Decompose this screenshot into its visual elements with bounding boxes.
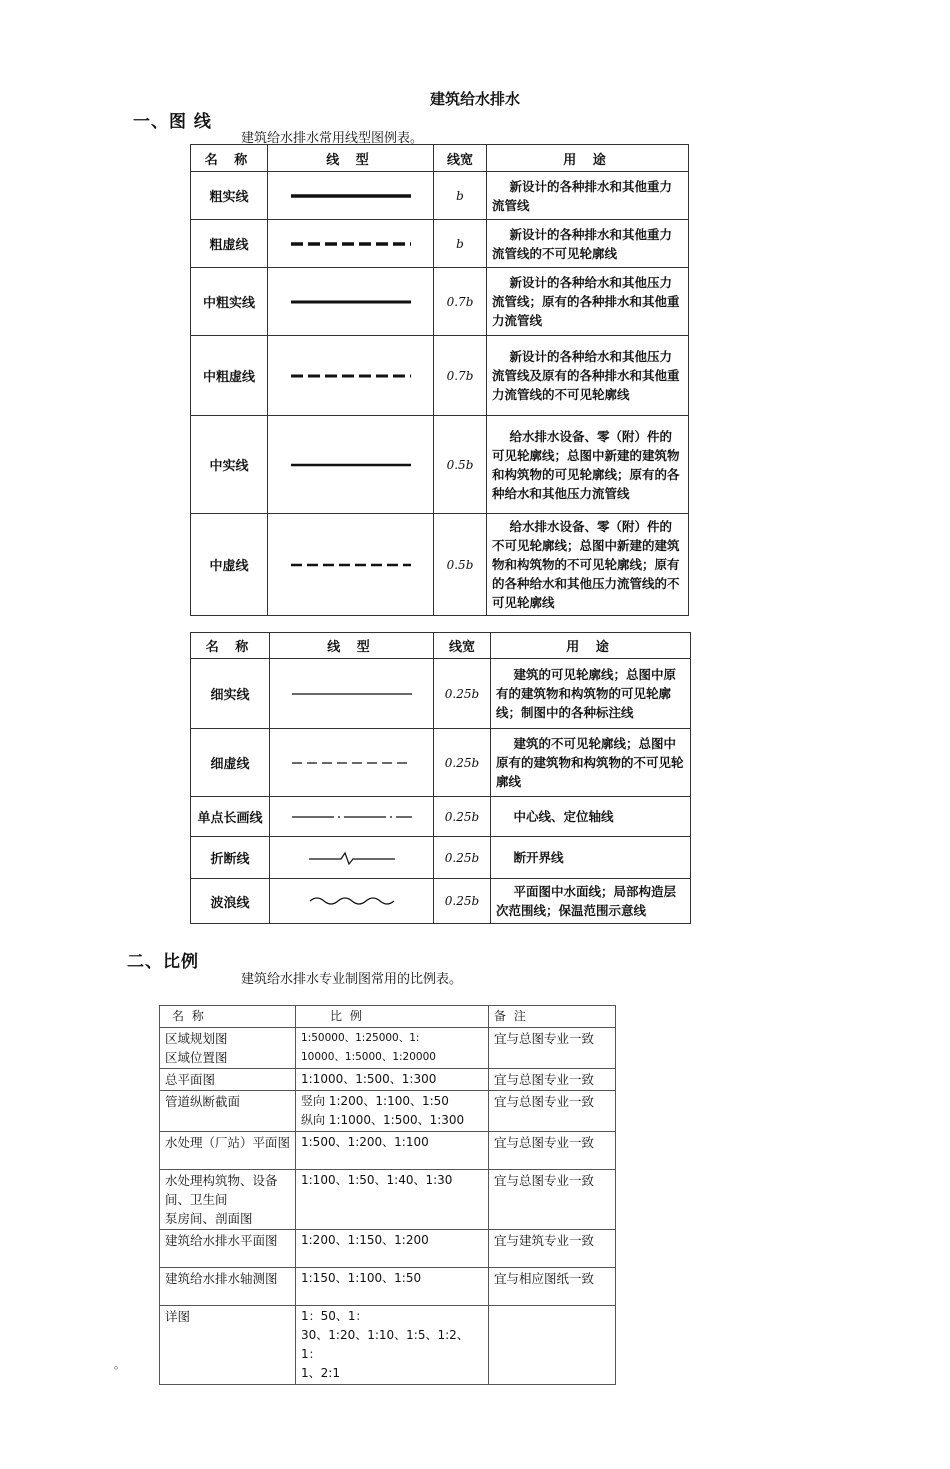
scale-value: 竖向 1:200、1:100、1:50 纵向 1:1000、1:500、1:300 bbox=[296, 1091, 489, 1132]
line-name: 细虚线 bbox=[191, 729, 270, 797]
section2-heading: 二、比例 bbox=[127, 952, 199, 972]
scale-value: 1:150、1:100、1:50 bbox=[296, 1268, 489, 1306]
line-type-table bbox=[190, 144, 689, 616]
scale-name: 详图 bbox=[160, 1306, 296, 1385]
table-row bbox=[191, 514, 689, 616]
scale-note: 宜与总图专业一致 bbox=[489, 1091, 616, 1132]
line-width: b bbox=[434, 220, 487, 268]
line-sample bbox=[270, 837, 434, 879]
line-width: 0.7b bbox=[434, 336, 487, 416]
line-name: 细实线 bbox=[191, 659, 270, 729]
line-sample bbox=[268, 416, 434, 514]
section2-caption: 建筑给水排水专业制图常用的比例表。 bbox=[241, 972, 463, 987]
scale-value: 1:500、1:200、1:100 bbox=[296, 1132, 489, 1170]
header-note: 备 注 bbox=[489, 1006, 616, 1028]
line-width: b bbox=[434, 172, 487, 220]
scale-value: 1:1000、1:500、1:300 bbox=[296, 1069, 489, 1091]
scale-value: 1:50000、1:25000、1: 10000、1:5000、1:20000 bbox=[296, 1028, 489, 1069]
table-row bbox=[191, 659, 691, 729]
line-use: 新设计的各种排水和其他重力流管线的不可见轮廓线 bbox=[487, 220, 689, 268]
scale-value: 1：50、1： 30、1:20、1:10、1:5、1:2、1： 1、2:1 bbox=[296, 1306, 489, 1385]
line-width: 0.25b bbox=[434, 729, 491, 797]
table-row bbox=[191, 172, 689, 220]
header-name: 名 称 bbox=[191, 633, 270, 659]
scale-note: 宜与总图专业一致 bbox=[489, 1170, 616, 1230]
table-row bbox=[191, 837, 691, 879]
line-name: 中虚线 bbox=[191, 514, 268, 616]
line-sample bbox=[270, 797, 434, 837]
table-row bbox=[160, 1268, 616, 1306]
line-sample bbox=[268, 336, 434, 416]
line-name: 中粗虚线 bbox=[191, 336, 268, 416]
header-width: 线宽 bbox=[434, 145, 487, 172]
header-width: 线宽 bbox=[434, 633, 491, 659]
table-header-row bbox=[191, 145, 689, 172]
scale-name: 管道纵断截面 bbox=[160, 1091, 296, 1132]
line-width: 0.5b bbox=[434, 416, 487, 514]
line-use: 给水排水设备、零（附）件的不可见轮廓线；总图中新建的建筑物和构筑物的不可见轮廓线；原有的各种给水和其他压力流管线的不可见轮廓线 bbox=[487, 514, 689, 616]
scale-name: 建筑给水排水轴测图 bbox=[160, 1268, 296, 1306]
table-row bbox=[191, 416, 689, 514]
scale-value: 1:100、1:50、1:40、1:30 bbox=[296, 1170, 489, 1230]
header-type: 线 型 bbox=[268, 145, 434, 172]
header-name: 名 称 bbox=[160, 1006, 296, 1028]
table-row bbox=[191, 729, 691, 797]
line-width: 0.7b bbox=[434, 268, 487, 336]
line-width: 0.25b bbox=[434, 797, 491, 837]
line-use: 建筑的不可见轮廓线；总图中原有的建筑物和构筑物的不可见轮廓线 bbox=[491, 729, 691, 797]
scale-name: 水处理（厂站）平面图 bbox=[160, 1132, 296, 1170]
table-row bbox=[160, 1132, 616, 1170]
line-name: 中粗实线 bbox=[191, 268, 268, 336]
line-name: 中实线 bbox=[191, 416, 268, 514]
line-width: 0.25b bbox=[434, 659, 491, 729]
line-use: 建筑的可见轮廓线；总图中原有的建筑物和构筑物的可见轮廓线；制图中的各种标注线 bbox=[491, 659, 691, 729]
line-name: 单点长画线 bbox=[191, 797, 270, 837]
line-name: 波浪线 bbox=[191, 879, 270, 924]
end-mark: 。 bbox=[114, 1358, 125, 1371]
line-sample bbox=[268, 514, 434, 616]
line-name: 折断线 bbox=[191, 837, 270, 879]
line-use: 平面图中水面线；局部构造层次范围线；保温范围示意线 bbox=[491, 879, 691, 924]
scale-name: 总平面图 bbox=[160, 1069, 296, 1091]
line-use: 新设计的各种给水和其他压力流管线及原有的各种排水和其他重力流管线的不可见轮廓线 bbox=[487, 336, 689, 416]
scale-note: 宜与总图专业一致 bbox=[489, 1028, 616, 1069]
section1-heading: 一、图 线 bbox=[133, 112, 212, 132]
scale-table bbox=[159, 1005, 616, 1385]
table-header-row bbox=[191, 633, 691, 659]
table-row bbox=[191, 797, 691, 837]
line-sample bbox=[268, 172, 434, 220]
header-scale: 比 例 bbox=[296, 1006, 489, 1028]
line-name: 粗虚线 bbox=[191, 220, 268, 268]
line-type-table-2 bbox=[190, 632, 691, 924]
line-sample bbox=[270, 659, 434, 729]
line-width: 0.25b bbox=[434, 837, 491, 879]
line-name: 粗实线 bbox=[191, 172, 268, 220]
scale-name: 建筑给水排水平面图 bbox=[160, 1230, 296, 1268]
table-row bbox=[160, 1306, 616, 1385]
header-name: 名 称 bbox=[191, 145, 268, 172]
scale-note bbox=[489, 1306, 616, 1385]
section1-caption: 建筑给水排水常用线型图例表。 bbox=[241, 131, 424, 146]
table-header-row bbox=[160, 1006, 616, 1028]
table-row bbox=[160, 1069, 616, 1091]
scale-name: 区域规划图 区域位置图 bbox=[160, 1028, 296, 1069]
scale-note: 宜与总图专业一致 bbox=[489, 1069, 616, 1091]
table-row bbox=[191, 336, 689, 416]
line-sample bbox=[270, 729, 434, 797]
table-row bbox=[160, 1230, 616, 1268]
line-sample bbox=[268, 268, 434, 336]
table-row bbox=[191, 220, 689, 268]
document-title: 建筑给水排水 bbox=[429, 90, 520, 108]
line-use: 新设计的各种给水和其他压力流管线；原有的各种排水和其他重力流管线 bbox=[487, 268, 689, 336]
table-row bbox=[160, 1091, 616, 1132]
line-sample bbox=[268, 220, 434, 268]
line-width: 0.5b bbox=[434, 514, 487, 616]
table-row bbox=[160, 1170, 616, 1230]
header-type: 线 型 bbox=[270, 633, 434, 659]
line-use: 新设计的各种排水和其他重力流管线 bbox=[487, 172, 689, 220]
scale-note: 宜与总图专业一致 bbox=[489, 1132, 616, 1170]
header-use: 用 途 bbox=[487, 145, 689, 172]
line-width: 0.25b bbox=[434, 879, 491, 924]
line-sample bbox=[270, 879, 434, 924]
header-use: 用 途 bbox=[491, 633, 691, 659]
scale-value: 1:200、1:150、1:200 bbox=[296, 1230, 489, 1268]
table-row bbox=[191, 879, 691, 924]
line-use: 给水排水设备、零（附）件的可见轮廓线；总图中新建的建筑物和构筑物的可见轮廓线；原有的各种给水和其他压力流管线 bbox=[487, 416, 689, 514]
table-row bbox=[160, 1028, 616, 1069]
line-use: 中心线、定位轴线 bbox=[491, 797, 691, 837]
table-row bbox=[191, 268, 689, 336]
line-use: 断开界线 bbox=[491, 837, 691, 879]
scale-name: 水处理构筑物、设备间、卫生间 泵房间、剖面图 bbox=[160, 1170, 296, 1230]
scale-note: 宜与建筑专业一致 bbox=[489, 1230, 616, 1268]
scale-note: 宜与相应图纸一致 bbox=[489, 1268, 616, 1306]
